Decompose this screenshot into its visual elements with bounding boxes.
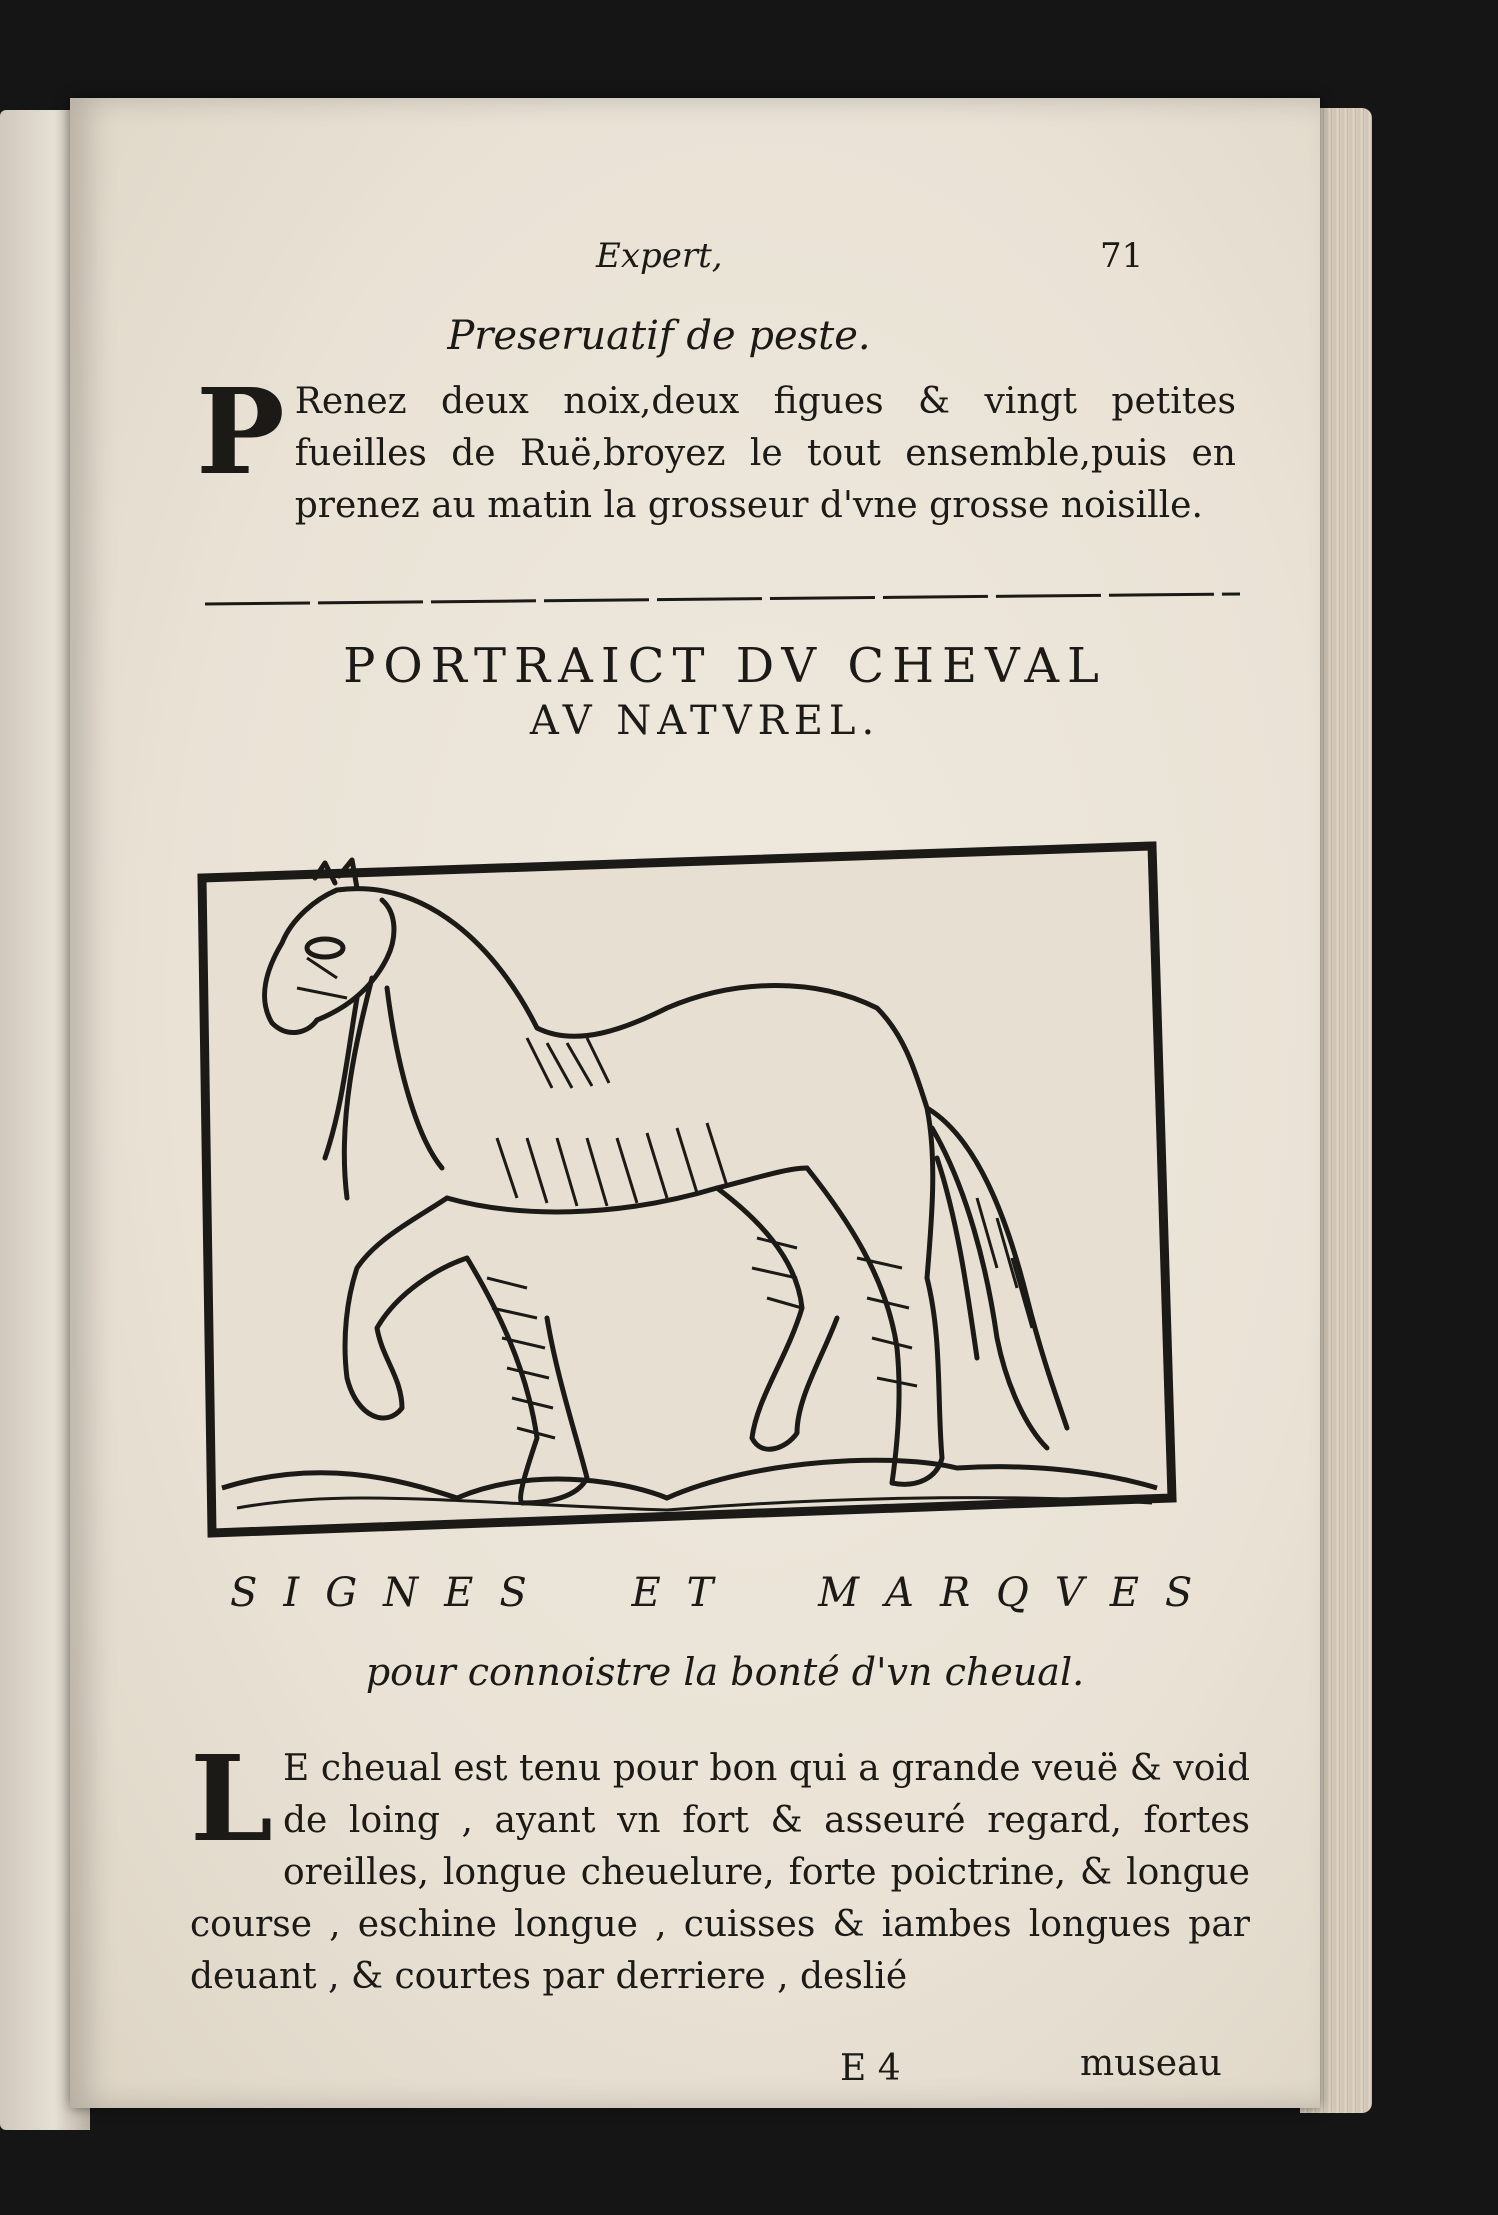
portrait-title: PORTRAICT DV CHEVAL	[343, 638, 1107, 694]
signes-heading	[230, 1570, 1250, 1630]
body-drop-cap: L	[190, 1729, 273, 1868]
signature-mark: E 4	[840, 2048, 901, 2089]
signes-word-3: MARQVES	[818, 1570, 1219, 1616]
running-head	[70, 236, 1320, 286]
running-head-title: Expert,	[596, 236, 723, 276]
recipe-drop-cap: P	[196, 362, 285, 501]
signes-word-2: ET	[631, 1570, 740, 1616]
body-paragraph	[190, 1729, 1250, 2003]
book-page	[70, 98, 1320, 2108]
portrait-subtitle: AV NATVREL.	[529, 698, 881, 744]
signes-subtitle: pour connoistre la bonté d'vn cheual.	[365, 1650, 1085, 1694]
recipe-text: Renez deux noix,deux figues & vingt petites fueilles de Ruë,broyez le tout ensemble,puis en prenez au matin la grosseur d'vne grosse noisille.	[294, 381, 1236, 526]
section-rule	[205, 586, 1240, 614]
page-number: 71	[1100, 236, 1144, 276]
recipe-heading	[70, 313, 1320, 359]
catchword: museau	[1080, 2043, 1222, 2084]
recipe-heading-text: Preseruatif de peste.	[447, 313, 871, 359]
recipe-paragraph	[196, 362, 1236, 532]
signes-word-1: SIGNES	[230, 1570, 553, 1616]
body-text: E cheual est tenu pour bon qui a grande veuë & void de loing , ayant vn fort & asseuré regard, fortes oreilles, longue cheuelure, forte poictrine, & longue course , eschine longue , cuisses & iambes longues par deuant , & courtes par derriere , deslié	[190, 1748, 1250, 1997]
horse-woodcut-icon	[197, 838, 1187, 1538]
